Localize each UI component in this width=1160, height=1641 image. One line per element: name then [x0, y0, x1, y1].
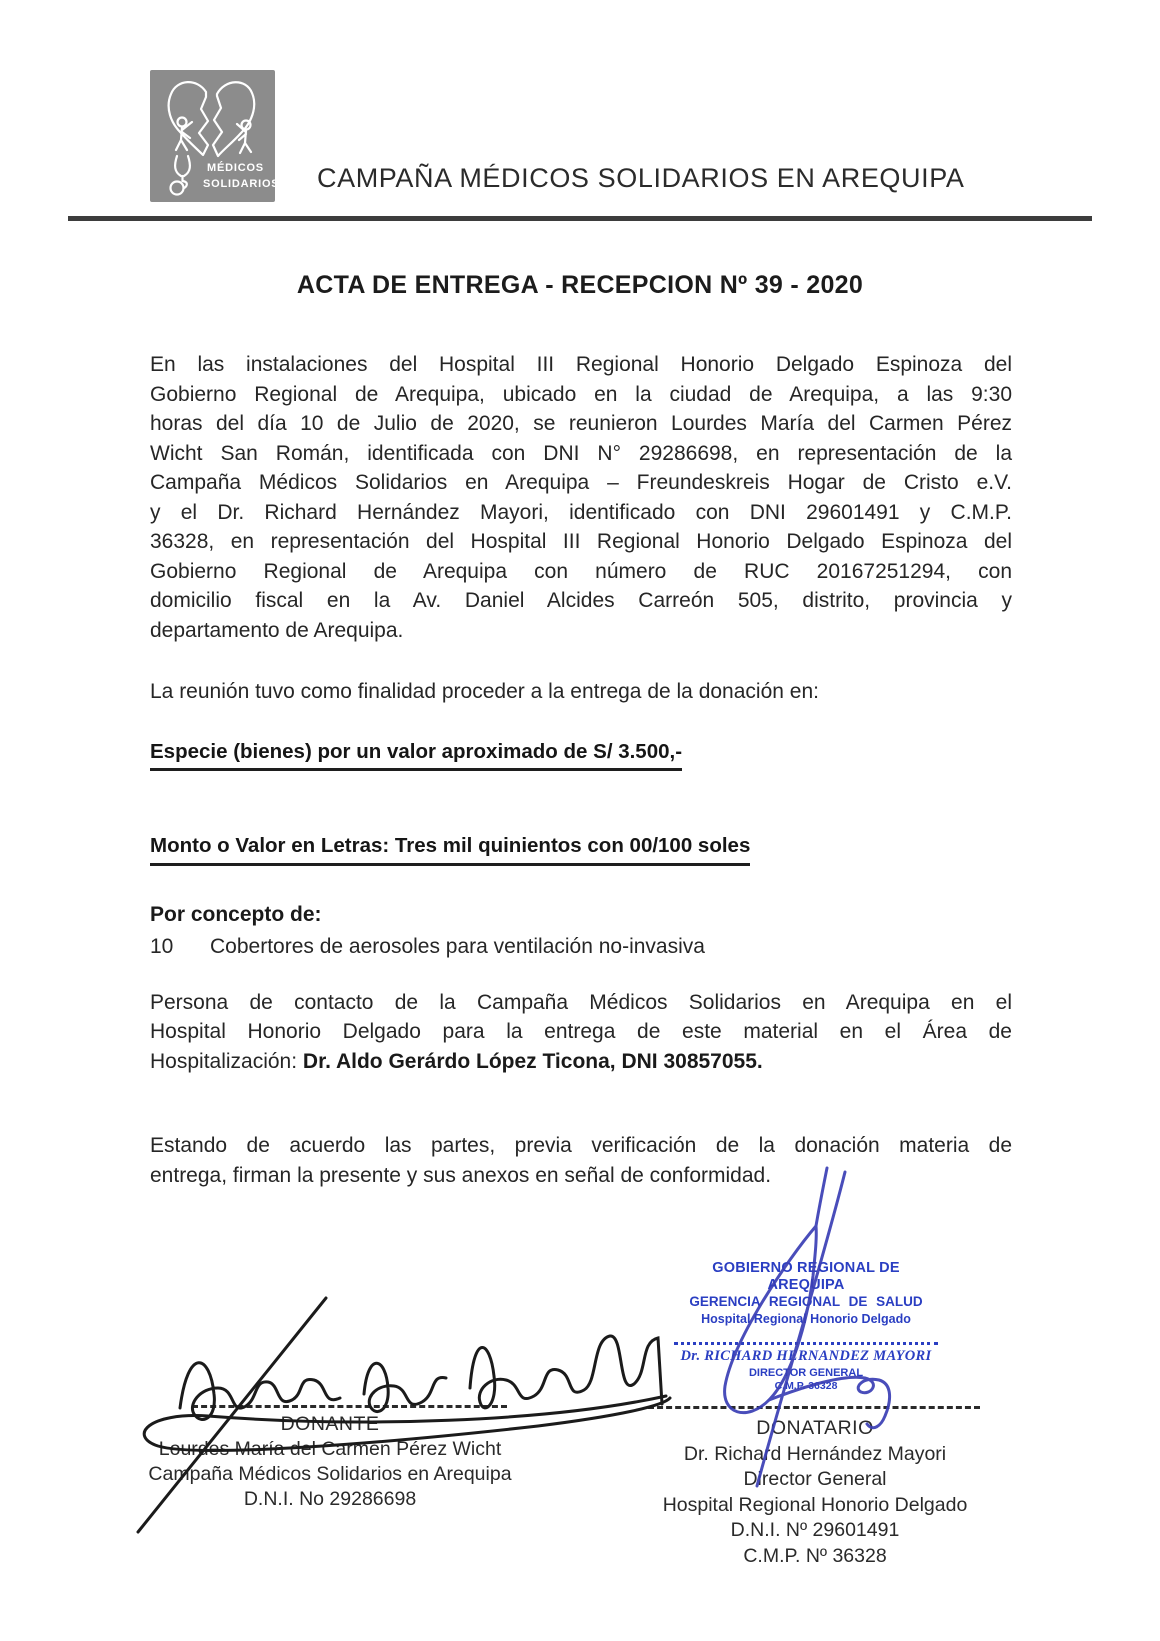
- donatario-cmp: C.M.P. Nº 36328: [743, 1544, 887, 1567]
- stamp-line1: GOBIERNO REGIONAL DE AREQUIPA: [712, 1260, 900, 1293]
- intro-paragraph: [150, 350, 1012, 645]
- text-line: domicilio fiscal en la Av. Daniel Alcides Carreón 505, distrito, provincia y: [150, 589, 1012, 612]
- logo-graphic: [150, 70, 275, 202]
- especie-heading: [150, 737, 1012, 772]
- text-line: Persona de contacto de la Campaña Médicos Solidarios en Arequipa en el: [150, 990, 1012, 1014]
- especie-heading-text: Especie (bienes) por un valor aproximado de S/ 3.500,-: [150, 737, 682, 772]
- text-line: En las instalaciones del Hospital III Regional Honorio Delgado Espinoza del: [150, 353, 1012, 376]
- document-body: [150, 350, 1012, 1190]
- contact-last-normal: Hospitalización:: [150, 1049, 303, 1073]
- header: [0, 0, 1160, 202]
- text-line: Hospital Honorio Delgado para la entrega de este material en el Área de: [150, 1020, 1012, 1043]
- donatario-handwritten-signature: [695, 1164, 935, 1494]
- concepto-label: Por concepto de:: [150, 902, 322, 926]
- text-line: 36328, en representación del Hospital III Regional Honorio Delgado Espinoza del: [150, 530, 1012, 553]
- item-description: Cobertores de aerosoles para ventilación no-invasiva: [210, 935, 705, 958]
- donation-item-row: [150, 932, 1012, 962]
- item-quantity: 10: [150, 935, 174, 958]
- closing-justified-lines: [150, 1131, 1012, 1161]
- text-line: Gobierno Regional de Arequipa con número de RUC 20167251294, con: [150, 559, 1012, 583]
- org-title: CAMPAÑA MÉDICOS SOLIDARIOS EN AREQUIPA: [317, 163, 965, 193]
- donante-org: Campaña Médicos Solidarios en Arequipa: [148, 1463, 512, 1485]
- stamp-line2: GERENCIA REGIONAL DE SALUD: [689, 1294, 923, 1310]
- signatures-section: [0, 1190, 1160, 1641]
- intro-last-line: departamento de Arequipa.: [150, 618, 404, 642]
- contact-person-name: Dr. Aldo Gerárdo López Ticona, DNI 30857055.: [302, 1049, 763, 1073]
- stamp-director-title: DIRECTOR GENERAL: [748, 1366, 864, 1379]
- stamp-line3: Hospital Regional Honorio Delgado: [701, 1311, 911, 1326]
- text-line: Campaña Médicos Solidarios en Arequipa – Freundeskreis Hogar de Cristo e.V.: [150, 471, 1012, 494]
- donante-name: Lourdes María del Carmen Pérez Wicht: [158, 1438, 502, 1460]
- stamp-cmp: C.M.P. 36328: [774, 1379, 838, 1392]
- contact-last-line: [150, 1047, 1012, 1077]
- contact-paragraph: [150, 988, 1012, 1077]
- donatario-role: DONATARIO: [756, 1417, 874, 1439]
- header-divider: [68, 216, 1092, 221]
- text-line: Gobierno Regional de Arequipa, ubicado en la ciudad de Arequipa, a las 9:30: [150, 382, 1012, 406]
- document-title: ACTA DE ENTREGA - RECEPCION Nº 39 - 2020: [296, 271, 864, 299]
- text-line: horas del día 10 de Julio de 2020, se reunieron Lourdes María del Carmen Pérez: [150, 412, 1012, 435]
- donante-role: DONANTE: [280, 1413, 380, 1435]
- donatario-name: Dr. Richard Hernández Mayori: [683, 1442, 947, 1465]
- purpose-line: La reunión tuvo como finalidad proceder a la entrega de la donación en:: [150, 680, 819, 703]
- medicos-solidarios-logo: [150, 70, 275, 202]
- monto-heading: [150, 831, 1012, 866]
- intro-justified-lines: [150, 350, 1012, 616]
- closing-last-line: entrega, firman la presente y sus anexos en señal de conformidad.: [150, 1163, 772, 1187]
- logo-text-line2: SOLIDARIOS: [203, 178, 275, 190]
- stamp-director-name: Dr. RICHARD HERNANDEZ MAYORI: [680, 1348, 932, 1365]
- donante-dni: D.N.I. No 29286698: [243, 1488, 417, 1510]
- monto-heading-text: Monto o Valor en Letras: Tres mil quinientos con 00/100 soles: [150, 831, 750, 866]
- donante-handwritten-signature: [118, 1276, 688, 1546]
- text-line: Estando de acuerdo las partes, previa verificación de la donación materia de: [150, 1134, 1012, 1157]
- contact-justified-lines: [150, 988, 1012, 1047]
- text-line: Wicht San Román, identificada con DNI N° 29286698, en representación de la: [150, 441, 1012, 465]
- donatario-dni: D.N.I. Nº 29601491: [730, 1519, 900, 1541]
- donatario-title: Director General: [743, 1468, 887, 1490]
- donatario-org: Hospital Regional Honorio Delgado: [662, 1493, 968, 1516]
- text-line: y el Dr. Richard Hernández Mayori, identificado con DNI 29601491 y C.M.P.: [150, 500, 1012, 524]
- logo-text-line1: MÉDICOS: [207, 162, 264, 174]
